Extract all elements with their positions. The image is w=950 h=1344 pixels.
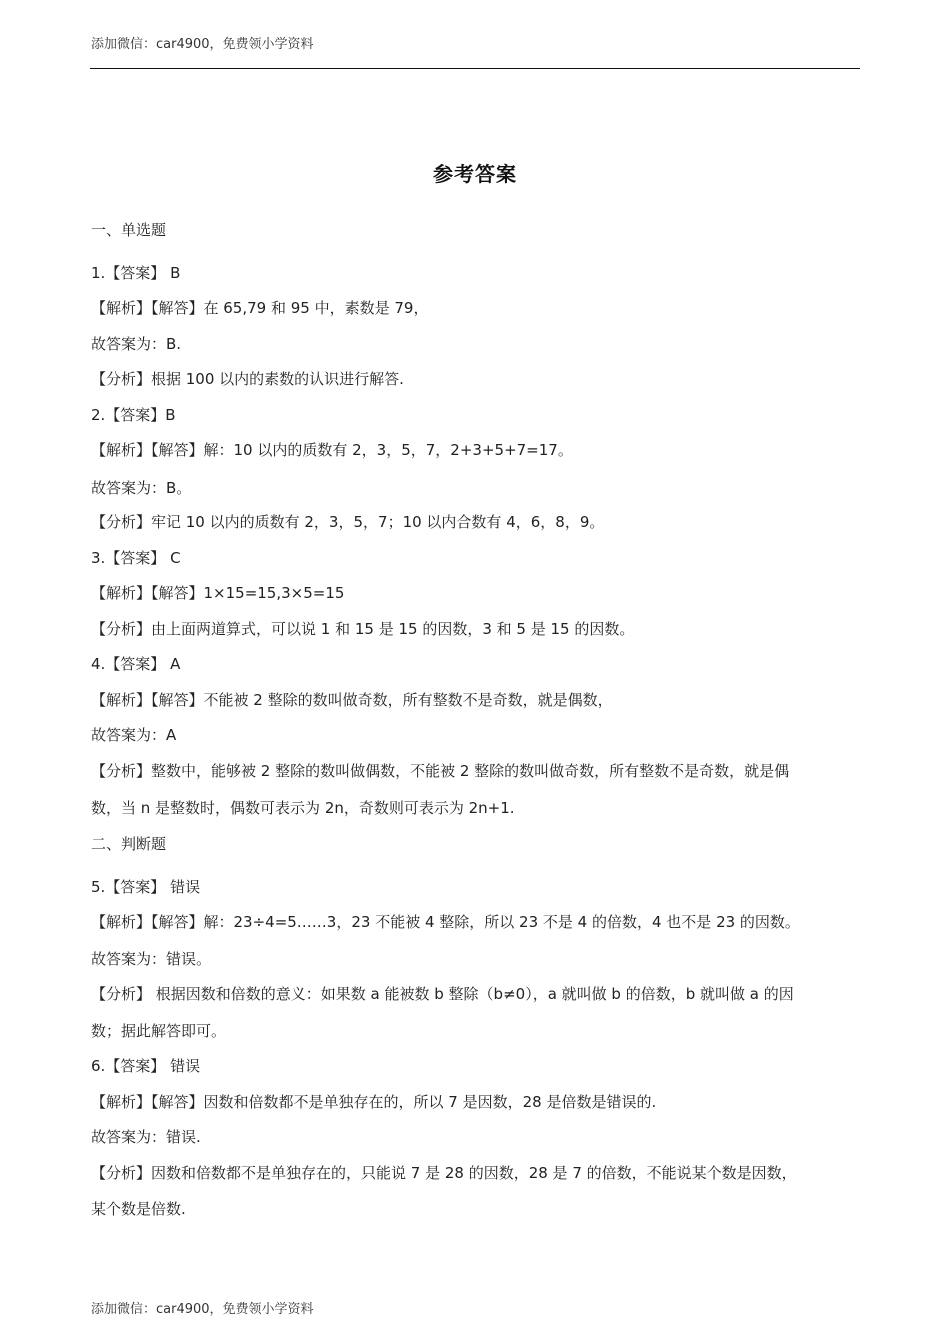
analysis-line: 【分析】因数和倍数都不是单独存在的，只能说 7 是 28 的因数，28 是 7 的倍数，不能说某个数是因数， xyxy=(91,1164,797,1182)
conclusion-line: 故答案为：A xyxy=(91,726,177,744)
analysis-line: 【分析】 根据因数和倍数的意义：如果数 a 能被数 b 整除（b≠0），a 就叫做 b 的倍数，b 就叫做 a 的因 xyxy=(91,985,794,1003)
analysis-line-continued: 某个数是倍数. xyxy=(91,1200,186,1218)
analysis-line: 【分析】由上面两道算式，可以说 1 和 15 是 15 的因数，3 和 5 是 15 的因数。 xyxy=(91,620,635,638)
analysis-line: 【分析】整数中，能够被 2 整除的数叫做偶数，不能被 2 整除的数叫做奇数，所有整数不是奇数，就是偶 xyxy=(91,762,790,780)
answer-line: 3.【答案】 C xyxy=(91,549,181,567)
analysis-line: 【分析】牢记 10 以内的质数有 2，3，5，7；10 以内合数有 4，6，8，9。 xyxy=(91,513,605,531)
answer-line: 2.【答案】B xyxy=(91,406,176,424)
section-heading-judgement: 二、判断题 xyxy=(91,835,167,853)
answer-line: 5.【答案】 错误 xyxy=(91,878,201,896)
header-divider xyxy=(90,68,860,69)
analysis-line: 【解析】【解答】不能被 2 整除的数叫做奇数，所有整数不是奇数，就是偶数， xyxy=(91,691,613,709)
page-title: 参考答案 xyxy=(433,162,517,186)
analysis-line: 【解析】【解答】因数和倍数都不是单独存在的，所以 7 是因数，28 是倍数是错误的. xyxy=(91,1093,657,1111)
conclusion-line: 故答案为：错误. xyxy=(91,1128,201,1146)
answer-line: 6.【答案】 错误 xyxy=(91,1057,201,1075)
conclusion-line: 故答案为：B。 xyxy=(91,479,192,497)
analysis-line: 【分析】根据 100 以内的素数的认识进行解答. xyxy=(91,370,404,388)
analysis-line: 【解析】【解答】1×15=15,3×5=15 xyxy=(91,584,345,602)
analysis-line: 【解析】【解答】解：23÷4=5……3，23 不能被 4 整除，所以 23 不是 4 的倍数，4 也不是 23 的因数。 xyxy=(91,913,800,931)
analysis-line: 【解析】【解答】在 65,79 和 95 中，素数是 79， xyxy=(91,299,429,317)
page-header-text: 添加微信：car4900，免费领小学资料 xyxy=(91,37,314,52)
analysis-line-continued: 数，当 n 是整数时，偶数可表示为 2n，奇数则可表示为 2n+1. xyxy=(91,799,515,817)
section-heading-single-choice: 一、单选题 xyxy=(91,221,167,239)
answer-line: 1.【答案】 B xyxy=(91,264,181,282)
analysis-line: 【解析】【解答】解：10 以内的质数有 2，3，5，7，2+3+5+7=17。 xyxy=(91,441,573,459)
answer-line: 4.【答案】 A xyxy=(91,655,181,673)
analysis-line-continued: 数；据此解答即可。 xyxy=(91,1022,227,1040)
conclusion-line: 故答案为：B. xyxy=(91,335,182,353)
page-footer-text: 添加微信：car4900，免费领小学资料 xyxy=(91,1302,314,1317)
conclusion-line: 故答案为：错误。 xyxy=(91,950,212,968)
